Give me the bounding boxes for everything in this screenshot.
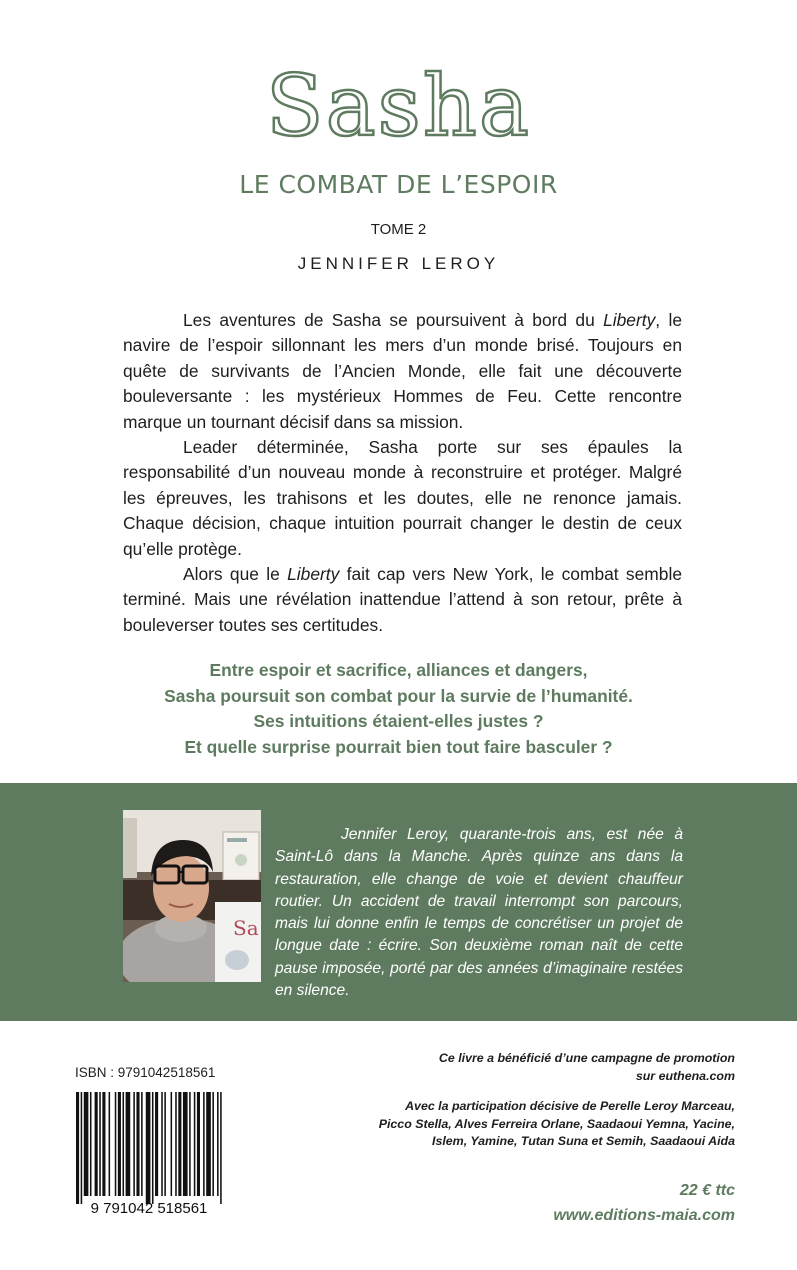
barcode-bar bbox=[183, 1092, 188, 1196]
barcode-bar bbox=[164, 1092, 166, 1196]
author-bio bbox=[275, 824, 683, 1002]
barcode bbox=[62, 1090, 236, 1218]
book-title: Sasha bbox=[266, 57, 531, 155]
tagline-line: Sasha poursuit son combat pour la survie de l’humanité. bbox=[164, 685, 633, 706]
barcode-bar bbox=[136, 1092, 139, 1196]
blurb-paragraph-3: Alors que le Liberty fait cap vers New York, le combat semble terminé. Mais une révélation inattendue l’attend à son retour, prête à bouleverser toutes ses certitudes. bbox=[123, 564, 682, 635]
blurb-paragraph-1: Les aventures de Sasha se poursuivent à bord du Liberty, le navire de l’espoir sillonnant les mers d’un monde brisé. Toujours en quête de survivants de l’Ancien Monde, elle fait une découverte bouleversante : les mystérieux Hommes de Feu. Cette rencontre marque un tournant décisif dans sa mission. bbox=[123, 310, 682, 432]
barcode-bar bbox=[81, 1092, 83, 1204]
barcode-bar bbox=[90, 1092, 92, 1196]
credits-line: Islem, Yamine, Tutan Suna et Semih, Saadaoui Aida bbox=[432, 1134, 735, 1148]
author-bio-text: Jennifer Leroy, quarante-trois ans, est née à Saint-Lô dans la Manche. Après quinze ans dans la restauration, elle change de voie et devient chauffeur routier. Un accident de travail interrompt son parcours, mais lui donne enfin le temps de concrétiser un projet de longue date : écrire. Son deuxième roman naît de cette pause imposée, porté par des années d’imaginaire restées en silence. bbox=[275, 826, 683, 1000]
promotion-line: Ce livre a bénéficié d’une campagne de promotion bbox=[438, 1051, 735, 1065]
barcode-bar bbox=[118, 1092, 121, 1196]
barcode-bar bbox=[155, 1092, 158, 1196]
price: 22 € ttc bbox=[679, 1182, 735, 1199]
barcode-bar bbox=[109, 1092, 111, 1196]
tome-number: TOME 2 bbox=[370, 221, 427, 238]
barcode-bar bbox=[123, 1092, 125, 1196]
back-cover-blurb bbox=[123, 308, 682, 638]
barcode-bar bbox=[133, 1092, 135, 1196]
barcode-bar bbox=[203, 1092, 205, 1196]
barcode-bar bbox=[115, 1092, 117, 1196]
tagline-line: Ses intuitions étaient-elles justes ? bbox=[253, 711, 544, 731]
tagline-line: Et quelle surprise pourrait bien tout faire basculer ? bbox=[184, 736, 613, 757]
credits-line: Picco Stella, Alves Ferreira Orlane, Saadaoui Yemna, Yacine, bbox=[378, 1116, 735, 1131]
tagline-line: Entre espoir et sacrifice, alliances et dangers, bbox=[209, 660, 588, 680]
barcode-bar bbox=[171, 1092, 173, 1196]
barcode-bar bbox=[161, 1092, 163, 1196]
barcode-bar bbox=[76, 1092, 79, 1204]
barcode-digits: 9 791042 518561 bbox=[90, 1200, 208, 1217]
author-name: JENNIFER LEROY bbox=[297, 254, 500, 273]
barcode-bar bbox=[206, 1092, 211, 1196]
credits-line: Avec la participation décisive de Perelle Leroy Marceau, bbox=[405, 1099, 735, 1113]
barcode-bar bbox=[175, 1092, 177, 1196]
barcode-bar bbox=[194, 1092, 196, 1196]
participation-credits bbox=[355, 1098, 735, 1151]
publisher-website[interactable]: www.editions-maia.com bbox=[553, 1207, 735, 1224]
barcode-bar bbox=[99, 1092, 101, 1196]
barcode-bar bbox=[141, 1092, 143, 1196]
barcode-bar bbox=[146, 1092, 151, 1204]
author-photo bbox=[123, 810, 261, 982]
isbn-label: ISBN : 9791042518561 bbox=[75, 1065, 216, 1080]
promotion-note bbox=[355, 1050, 735, 1085]
barcode-bar bbox=[126, 1092, 131, 1196]
barcode-bar bbox=[102, 1092, 105, 1196]
book-subtitle: LE COMBAT DE L’ESPOIR bbox=[239, 170, 558, 199]
barcode-bar bbox=[95, 1092, 98, 1196]
barcode-bar bbox=[217, 1092, 219, 1196]
promotion-line: sur euthena.com bbox=[635, 1068, 735, 1083]
barcode-bar bbox=[84, 1092, 89, 1196]
barcode-bar bbox=[220, 1092, 222, 1204]
barcode-bar bbox=[178, 1092, 181, 1196]
barcode-bar bbox=[212, 1092, 214, 1196]
barcode-bar bbox=[152, 1092, 154, 1204]
barcode-bar bbox=[197, 1092, 200, 1196]
barcode-bar bbox=[189, 1092, 191, 1196]
tagline bbox=[0, 658, 797, 760]
blurb-paragraph-2: Leader déterminée, Sasha porte sur ses épaules la responsabilité d’un nouveau monde à reconstruire et protéger. Malgré les épreuves, les trahisons et les doutes, elle ne renonce jamais. Chaque décision, chaque intuition pourrait changer le destin de ceux qu’elle protège. bbox=[123, 437, 682, 559]
photo-book-text: Sa bbox=[233, 916, 259, 940]
